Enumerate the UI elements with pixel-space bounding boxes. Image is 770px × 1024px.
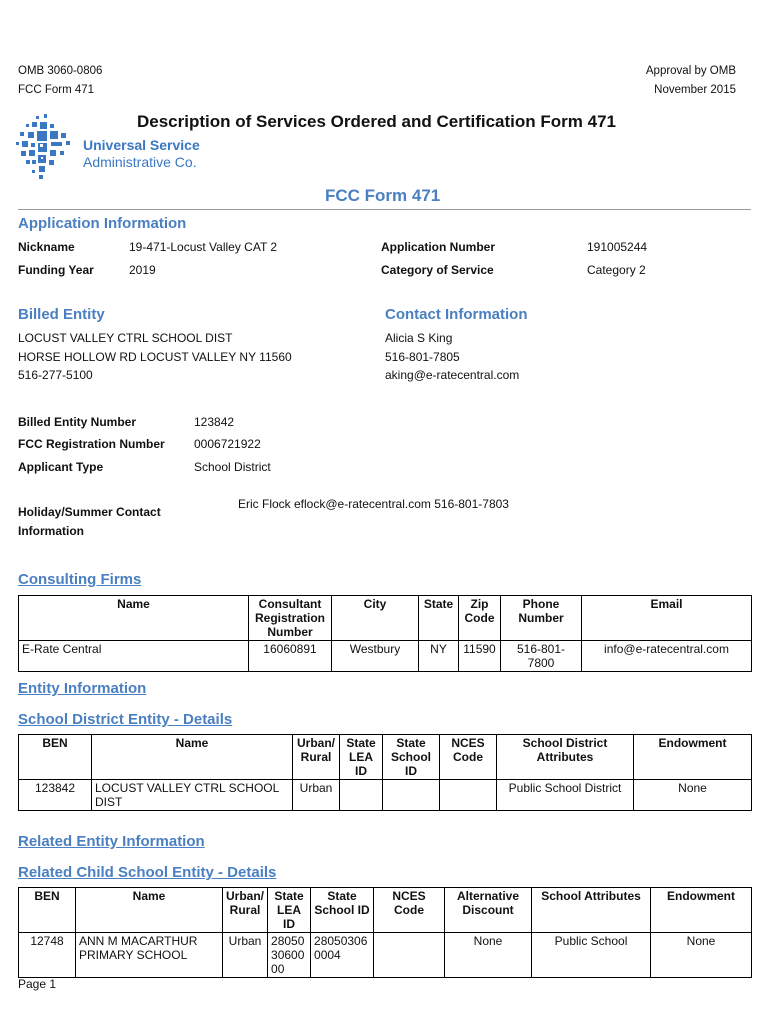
- application-heading: Application Information: [18, 215, 187, 232]
- col-city: City: [332, 596, 419, 641]
- cell-district-attributes: Public School District: [497, 780, 634, 811]
- table-row: [19, 933, 752, 978]
- col-state-lea: State LEA ID: [340, 735, 383, 780]
- category-label: Category of Service: [381, 263, 494, 277]
- col-urban-rural: Urban/ Rural: [223, 888, 268, 933]
- page-number: Page 1: [18, 977, 57, 991]
- cell-phone: 516-801-7800: [501, 641, 582, 672]
- cell-email: info@e-ratecentral.com: [582, 641, 752, 672]
- col-endowment: Endowment: [634, 735, 752, 780]
- col-nces: NCES Code: [440, 735, 497, 780]
- applicant-type-value: School District: [194, 460, 271, 474]
- cell-city: Westbury: [332, 641, 419, 672]
- fcc-reg-label: FCC Registration Number: [18, 437, 165, 451]
- table-header-row: [19, 596, 752, 641]
- col-zip: Zip Code: [459, 596, 501, 641]
- contact-heading: Contact Information: [385, 306, 528, 323]
- holiday-label-1: Holiday/Summer Contact: [18, 505, 161, 519]
- table-header-row: [19, 888, 752, 933]
- holiday-contact-value: Eric Flock eflock@e-ratecentral.com 516-801-7803: [238, 497, 509, 511]
- related-child-table: [18, 887, 752, 978]
- table-row: [19, 641, 752, 672]
- billed-entity-name: LOCUST VALLEY CTRL SCHOOL DIST: [18, 331, 233, 345]
- consulting-table: [18, 595, 752, 672]
- cell-state: NY: [419, 641, 459, 672]
- cell-nces: [374, 933, 445, 978]
- cell-state-lea: 280503060000: [268, 933, 311, 978]
- col-urban-rural: Urban/ Rural: [293, 735, 340, 780]
- school-district-table: [18, 734, 752, 811]
- billed-entity-phone: 516-277-5100: [18, 368, 93, 382]
- cell-ben: 123842: [19, 780, 92, 811]
- col-school-attributes: School Attributes: [532, 888, 651, 933]
- col-ben: BEN: [19, 888, 76, 933]
- nickname-value: 19-471-Locust Valley CAT 2: [129, 240, 278, 254]
- col-name: Name: [76, 888, 223, 933]
- col-endowment: Endowment: [651, 888, 752, 933]
- contact-name: Alicia S King: [385, 331, 453, 345]
- cell-name: LOCUST VALLEY CTRL SCHOOL DIST: [92, 780, 293, 811]
- cell-urban-rural: Urban: [293, 780, 340, 811]
- cell-alt-discount: None: [445, 933, 532, 978]
- cell-name: E-Rate Central: [19, 641, 249, 672]
- app-number-label: Application Number: [381, 240, 496, 254]
- col-phone: Phone Number: [501, 596, 582, 641]
- col-state-lea: State LEA ID: [268, 888, 311, 933]
- col-state: State: [419, 596, 459, 641]
- omb-number: OMB 3060-0806: [18, 65, 103, 77]
- billed-entity-heading: Billed Entity: [18, 306, 105, 323]
- header-rule: [18, 209, 751, 210]
- school-district-heading: School District Entity - Details: [18, 711, 233, 728]
- col-state-school: State School ID: [383, 735, 440, 780]
- cell-school-attributes: Public School: [532, 933, 651, 978]
- col-ben: BEN: [19, 735, 92, 780]
- col-district-attributes: School District Attributes: [497, 735, 634, 780]
- approval-text: Approval by OMB: [645, 65, 736, 77]
- billed-entity-address: HORSE HOLLOW RD LOCUST VALLEY NY 11560: [18, 350, 292, 364]
- funding-year-value: 2019: [129, 263, 156, 277]
- logo-line-1: Universal Service: [83, 137, 200, 153]
- holiday-label-2: Information: [18, 524, 84, 538]
- applicant-type-label: Applicant Type: [18, 460, 104, 474]
- col-alt-discount: Alternative Discount: [445, 888, 532, 933]
- related-child-heading: Related Child School Entity - Details: [18, 864, 277, 881]
- contact-phone: 516-801-7805: [385, 350, 460, 364]
- entity-heading: Entity Information: [18, 680, 147, 697]
- table-header-row: [19, 735, 752, 780]
- table-row: [19, 780, 752, 811]
- logo-line-2: Administrative Co.: [83, 154, 197, 170]
- cell-consultant-reg: 16060891: [249, 641, 332, 672]
- cell-urban-rural: Urban: [223, 933, 268, 978]
- cell-nces: [440, 780, 497, 811]
- cell-endowment: None: [651, 933, 752, 978]
- contact-email: aking@e-ratecentral.com: [385, 368, 520, 382]
- form-title: FCC Form 471: [325, 186, 441, 205]
- related-entity-heading: Related Entity Information: [18, 833, 205, 850]
- cell-endowment: None: [634, 780, 752, 811]
- approval-date: November 2015: [654, 84, 736, 96]
- cell-name: ANN M MACARTHUR PRIMARY SCHOOL: [76, 933, 223, 978]
- page-title: Description of Services Ordered and Certification Form 471: [137, 112, 616, 131]
- col-consultant-reg: Consultant Registration Number: [249, 596, 332, 641]
- funding-year-label: Funding Year: [18, 263, 94, 277]
- form-number: FCC Form 471: [18, 84, 95, 96]
- cell-ben: 12748: [19, 933, 76, 978]
- app-number-value: 191005244: [587, 240, 648, 254]
- consulting-heading: Consulting Firms: [18, 571, 142, 588]
- usac-logo-icon: [16, 114, 76, 184]
- cell-state-school: 280503060004: [311, 933, 374, 978]
- category-value: Category 2: [587, 263, 646, 277]
- col-name: Name: [92, 735, 293, 780]
- cell-zip: 11590: [459, 641, 501, 672]
- cell-state-lea: [340, 780, 383, 811]
- nickname-label: Nickname: [18, 240, 75, 254]
- col-nces: NCES Code: [374, 888, 445, 933]
- fcc-reg-value: 0006721922: [194, 437, 261, 451]
- col-state-school: State School ID: [311, 888, 374, 933]
- ben-value: 123842: [194, 415, 235, 429]
- col-name: Name: [19, 596, 249, 641]
- ben-label: Billed Entity Number: [18, 415, 137, 429]
- cell-state-school: [383, 780, 440, 811]
- col-email: Email: [582, 596, 752, 641]
